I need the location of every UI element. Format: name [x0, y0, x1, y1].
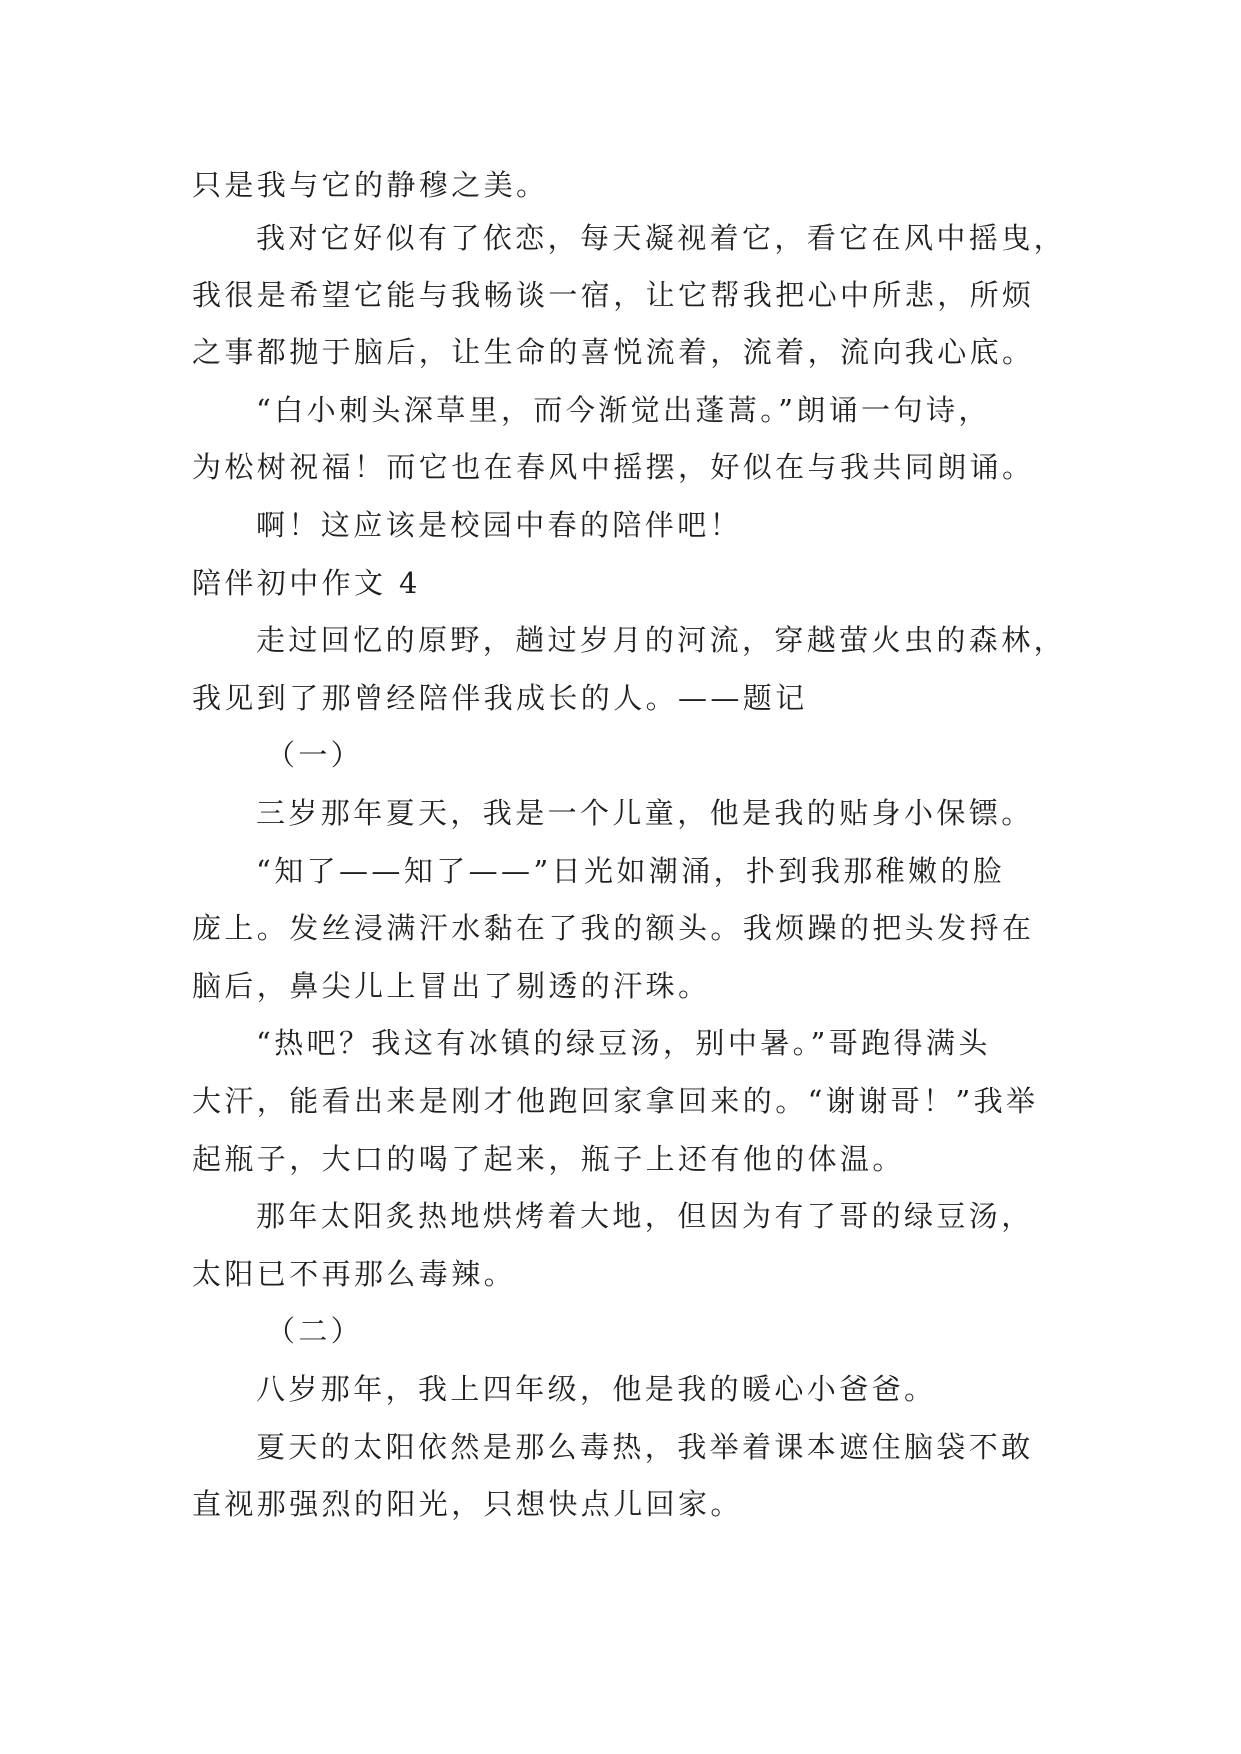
text-line: 庞上。发丝浸满汗水黏在了我的额头。我烦躁的把头发捋在 — [192, 911, 1035, 945]
text-line: 脑后，鼻尖儿上冒出了剔透的汗珠。 — [192, 969, 711, 1003]
text-line: 为松树祝福！而它也在春风中摇摆，好似在与我共同朗诵。 — [192, 450, 1035, 484]
text-line: 夏天的太阳依然是那么毒热，我举着课本遮住脑袋不敢 — [256, 1430, 1034, 1464]
subsection-heading: （一） — [266, 738, 364, 772]
text-line: 三岁那年夏天，我是一个儿童，他是我的贴身小保镖。 — [256, 796, 1034, 830]
text-line: 走过回忆的原野，趟过岁月的河流，穿越萤火虫的森林， — [256, 623, 1067, 657]
text-line: 那年太阳炙热地烘烤着大地，但因为有了哥的绿豆汤， — [256, 1199, 1034, 1233]
text-line: 起瓶子，大口的喝了起来，瓶子上还有他的体温。 — [192, 1142, 905, 1176]
text-line: 太阳已不再那么毒辣。 — [192, 1257, 517, 1291]
text-line: 只是我与它的静穆之美。 — [192, 168, 549, 202]
subsection-heading: （二） — [266, 1314, 364, 1348]
text-line: 我见到了那曾经陪伴我成长的人。——题记 — [192, 681, 808, 715]
text-line: 直视那强烈的阳光，只想快点儿回家。 — [192, 1487, 743, 1521]
text-line: 八岁那年，我上四年级，他是我的暖心小爸爸。 — [256, 1372, 937, 1406]
text-line: 之事都抛于脑后，让生命的喜悦流着，流着，流向我心底。 — [192, 335, 1035, 369]
text-line: 我很是希望它能与我畅谈一宿，让它帮我把心中所悲，所烦 — [192, 278, 1035, 312]
text-line: “白小刺头深草里，而今渐觉出蓬蒿。”朗诵一句诗， — [256, 393, 991, 427]
text-line: 啊！这应该是校园中春的陪伴吧！ — [256, 508, 743, 542]
text-line: 大汗，能看出来是刚才他跑回家拿回来的。“谢谢哥！”我举 — [192, 1084, 1039, 1118]
text-line: “热吧？我这有冰镇的绿豆汤，别中暑。”哥跑得满头 — [256, 1026, 991, 1060]
section-heading: 陪伴初中作文 4 — [192, 566, 421, 600]
text-line: 我对它好似有了依恋，每天凝视着它，看它在风中摇曳， — [256, 221, 1067, 255]
text-line: “知了——知了——”日光如潮涌，扑到我那稚嫩的脸 — [256, 854, 1006, 888]
